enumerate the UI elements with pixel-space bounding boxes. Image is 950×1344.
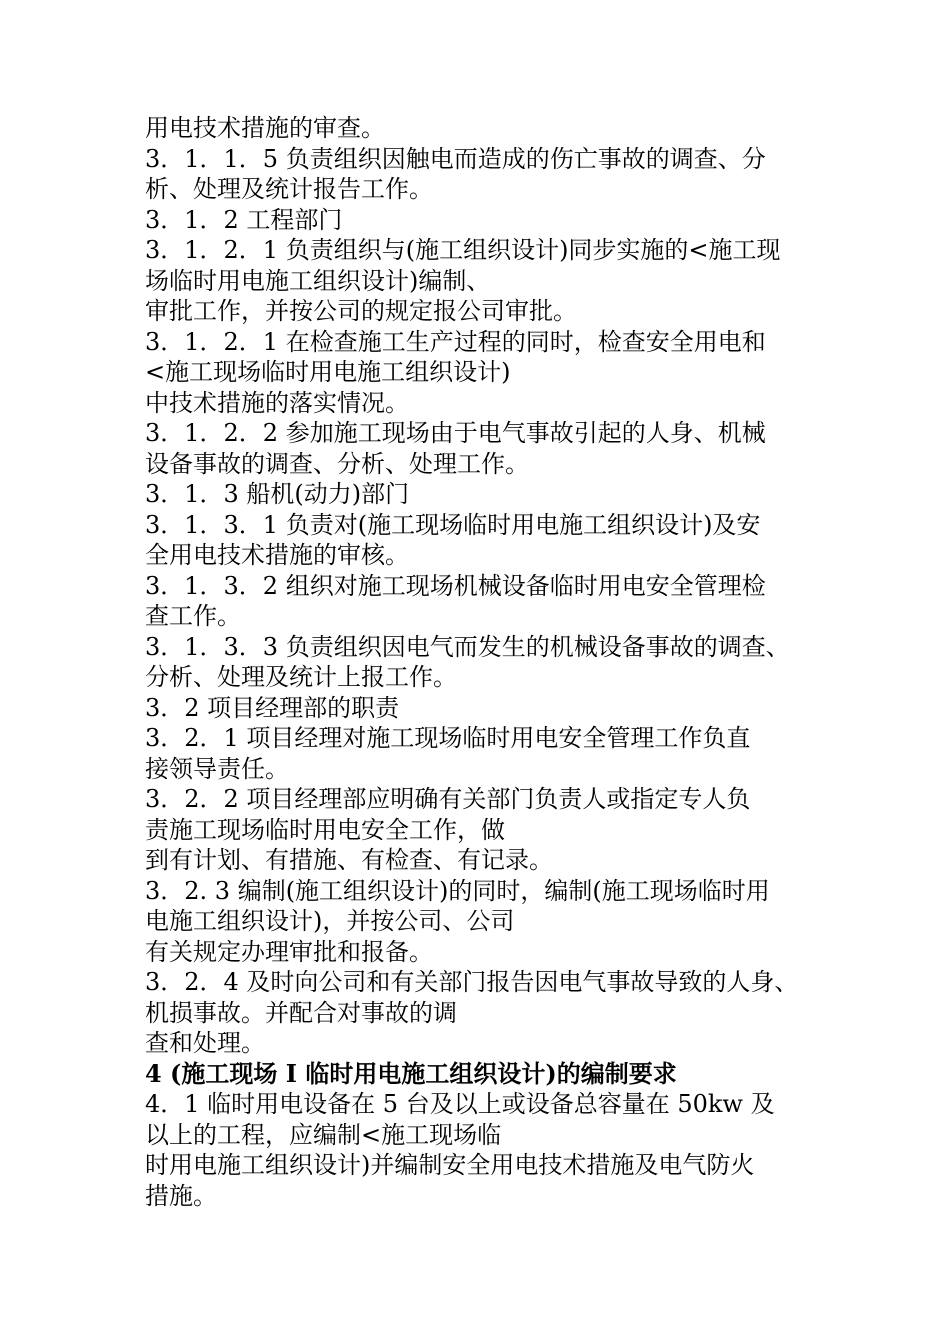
text-line: 3．1．2．1 在检查施工生产过程的同时，检查安全用电和 bbox=[145, 327, 766, 356]
text-line: 机损事故。并配合对事故的调 bbox=[145, 998, 457, 1027]
text-line: 查工作。 bbox=[145, 602, 241, 630]
text-line: 用电技术措施的审查。 bbox=[145, 114, 385, 142]
text-line: 场临时用电施工组织设计)编制、 bbox=[145, 266, 491, 295]
text-line: 中技术措施的落实情况。 bbox=[145, 388, 409, 417]
text-line: 接领导责任。 bbox=[145, 754, 289, 783]
text-line: 设备事故的调查、分析、处理工作。 bbox=[145, 449, 529, 478]
section-heading: 3．1．3 船机(动力)部门 bbox=[145, 480, 410, 508]
text-line: 责施工现场临时用电安全工作，做 bbox=[145, 815, 505, 844]
text-line: 3．2．4 及时向公司和有关部门报告因电气事故导致的人身、 bbox=[145, 968, 799, 996]
chapter-heading: 4 (施工现场 I 临时用电施工组织设计)的编制要求 bbox=[145, 1058, 677, 1088]
text-line: 3．1．1．5 负责组织因触电而造成的伤亡事故的调查、分 bbox=[145, 144, 766, 173]
document-body bbox=[145, 113, 835, 1211]
text-line: 3．1．2．2 参加施工现场由于电气事故引起的人身、机械 bbox=[145, 419, 766, 447]
text-line: 3．2．1 项目经理对施工现场临时用电安全管理工作负直 bbox=[145, 724, 751, 752]
text-line: 3．2. 3 编制(施工组织设计)的同时，编制(施工现场临时用 bbox=[145, 876, 770, 905]
text-line: 分析、处理及统计上报工作。 bbox=[145, 663, 457, 691]
text-line: 到有计划、有措施、有检查、有记录。 bbox=[145, 846, 553, 874]
text-line: 措施。 bbox=[145, 1181, 217, 1210]
text-line: <施工现场临时用电施工组织设计) bbox=[145, 358, 511, 386]
text-line: 以上的工程，应编制<施工现场临 bbox=[145, 1120, 502, 1149]
text-line: 3．1．3．3 负责组织因电气而发生的机械设备事故的调查、 bbox=[145, 632, 790, 661]
text-line: 有关规定办理审批和报备。 bbox=[145, 937, 433, 966]
text-line: 3．1．2．1 负责组织与(施工组织设计)同步实施的<施工现 bbox=[145, 236, 781, 264]
text-line: 查和处理。 bbox=[145, 1029, 265, 1057]
section-heading: 3．1．2 工程部门 bbox=[145, 205, 343, 234]
text-line: 4．1 临时用电设备在 5 台及以上或设备总容量在 50kw 及 bbox=[145, 1090, 775, 1118]
text-line: 3．2．2 项目经理部应明确有关部门负责人或指定专人负 bbox=[145, 785, 751, 813]
text-line: 时用电施工组织设计)并编制安全用电技术措施及电气防火 bbox=[145, 1151, 755, 1179]
text-line: 电施工组织设计)，并按公司、公司 bbox=[145, 907, 515, 935]
text-line: 析、处理及统计报告工作。 bbox=[145, 175, 433, 203]
text-line: 审批工作，并按公司的规定报公司审批。 bbox=[145, 297, 577, 325]
section-heading: 3．2 项目经理部的职责 bbox=[145, 693, 400, 722]
text-line: 3．1．3．1 负责对(施工现场临时用电施工组织设计)及安 bbox=[145, 510, 761, 539]
text-line: 3．1．3．2 组织对施工现场机械设备临时用电安全管理检 bbox=[145, 571, 766, 600]
text-line: 全用电技术措施的审核。 bbox=[145, 541, 409, 569]
